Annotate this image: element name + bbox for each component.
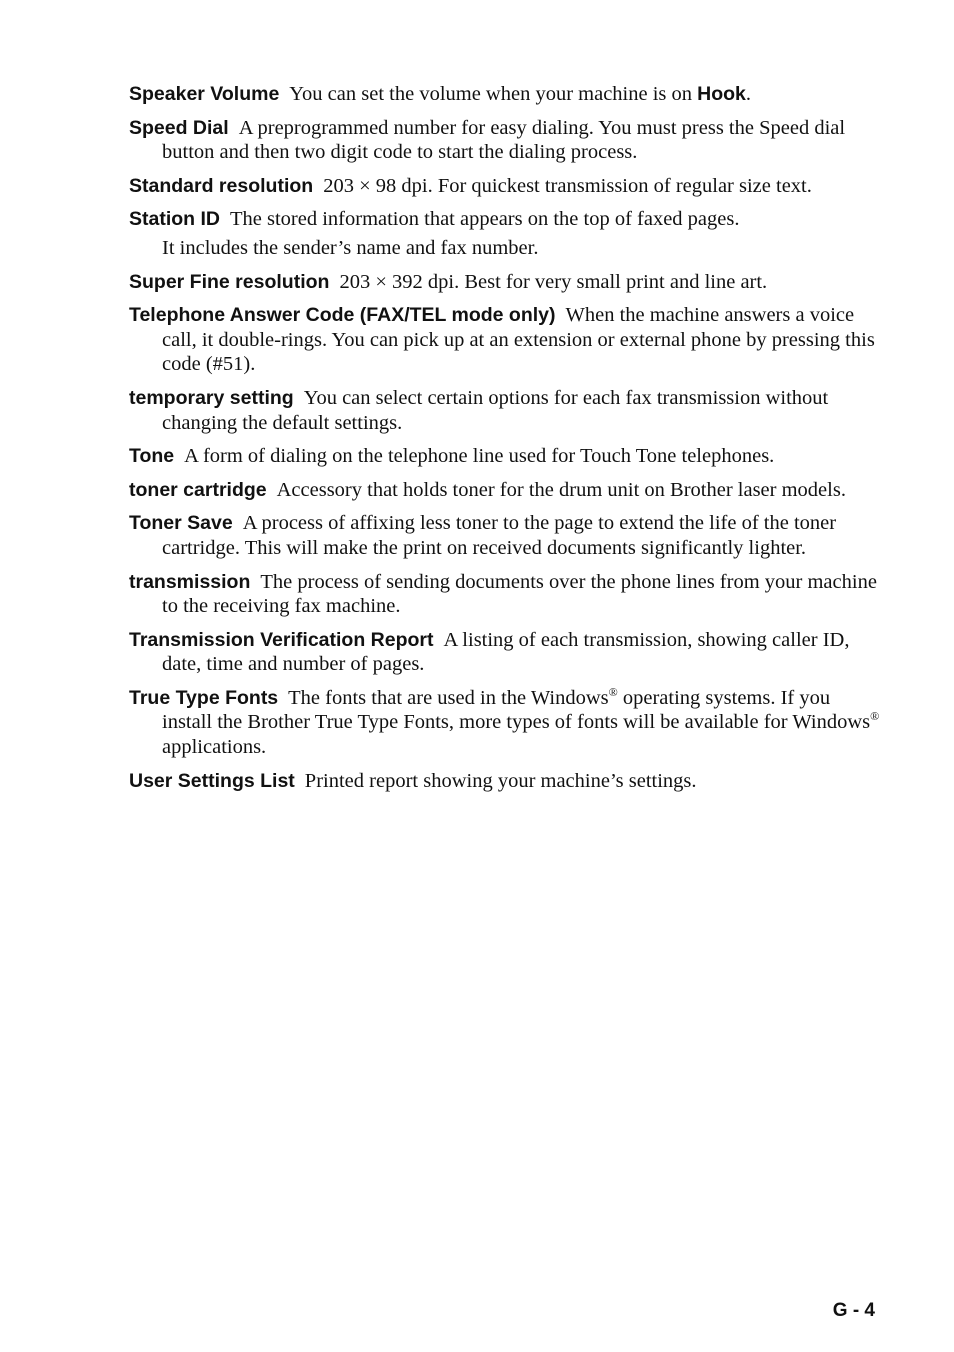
glossary-term: Super Fine resolution xyxy=(129,270,330,293)
glossary-definition: 203 × 392 dpi. Best for very small print and line art. xyxy=(339,270,768,293)
glossary-entry-speed-dial xyxy=(129,116,881,165)
glossary-term: Speed Dial xyxy=(129,116,229,139)
glossary-definition: A process of affixing less toner to the page to extend the life of the toner cartridge. This will make the print on received documents significantly lighter. xyxy=(162,512,837,559)
glossary-definition: 203 × 98 dpi. For quickest transmission of regular size text. xyxy=(323,174,812,197)
glossary-entry-standard-resolution xyxy=(129,174,881,199)
glossary-entry-transmission xyxy=(129,570,881,619)
glossary-entry-station-id xyxy=(129,207,881,232)
registered-trademark-mark: ® xyxy=(608,685,618,700)
glossary-entry-toner-cartridge xyxy=(129,478,881,503)
glossary-term: Toner Save xyxy=(129,512,233,535)
glossary-definition: A preprogrammed number for easy dialing. You must press the Speed dial button and then two digit code to start the dialing process. xyxy=(162,116,846,164)
glossary-entry-tone xyxy=(129,444,881,469)
glossary-term: toner cartridge xyxy=(129,478,267,501)
glossary-definition: You can select certain options for each fax transmission without changing the default settings. xyxy=(162,386,829,434)
glossary-definition: The stored information that appears on the top of faxed pages. xyxy=(230,208,740,231)
glossary-entry-super-fine-resolution xyxy=(129,270,881,295)
glossary-term: temporary setting xyxy=(129,386,294,409)
glossary-list xyxy=(129,82,881,802)
glossary-definition: You can set the volume when your machine is on xyxy=(289,83,698,105)
glossary-definition: The process of sending documents over the phone lines from your machine to the receiving fax machine. xyxy=(162,570,877,618)
glossary-definition: A form of dialing on the telephone line used for Touch Tone telephones. xyxy=(184,445,775,468)
glossary-entry-transmission-verification-report xyxy=(129,628,881,677)
glossary-definition: A listing of each transmission, showing caller ID, date, time and number of pages. xyxy=(162,628,850,676)
glossary-definition: Accessory that holds toner for the drum unit on Brother laser models. xyxy=(276,478,846,501)
hook-keyword: Hook xyxy=(697,83,746,105)
glossary-note-station-id: It includes the sender’s name and fax number. xyxy=(162,236,539,259)
glossary-term: Standard resolution xyxy=(129,174,314,197)
page-number: G - 4 xyxy=(832,1300,875,1321)
glossary-term: transmission xyxy=(129,570,251,593)
glossary-term: Speaker Volume xyxy=(129,83,280,105)
glossary-definition-part: operating systems. If you install the Brother True Type Fonts, more types of fonts will be available for Windows xyxy=(162,686,871,734)
glossary-definition-part: The fonts that are used in the Windows xyxy=(288,686,609,709)
glossary-entry-toner-save xyxy=(129,511,881,560)
registered-trademark-mark: ® xyxy=(870,709,880,724)
glossary-term: Transmission Verification Report xyxy=(129,628,434,651)
glossary-entry-user-settings-list xyxy=(129,769,881,794)
glossary-entry-telephone-answer-code xyxy=(129,303,881,377)
glossary-term: Station ID xyxy=(129,208,220,231)
glossary-entry-speaker-volume xyxy=(129,82,881,107)
glossary-definition: When the machine answers a voice call, it double-rings. You can pick up at an extension or external phone by pressing this code (#51). xyxy=(162,304,875,376)
glossary-term: True Type Fonts xyxy=(129,686,279,709)
glossary-term: Tone xyxy=(129,445,175,468)
glossary-term: Telephone Answer Code (FAX/TEL mode only) xyxy=(129,304,556,327)
glossary-term: User Settings List xyxy=(129,769,295,792)
glossary-definition-part: applications. xyxy=(162,736,267,759)
glossary-definition-end: . xyxy=(745,83,752,105)
glossary-definition: Printed report showing your machine’s settings. xyxy=(304,769,697,792)
glossary-entry-true-type-fonts xyxy=(129,686,881,760)
glossary-entry-temporary-setting xyxy=(129,386,881,435)
